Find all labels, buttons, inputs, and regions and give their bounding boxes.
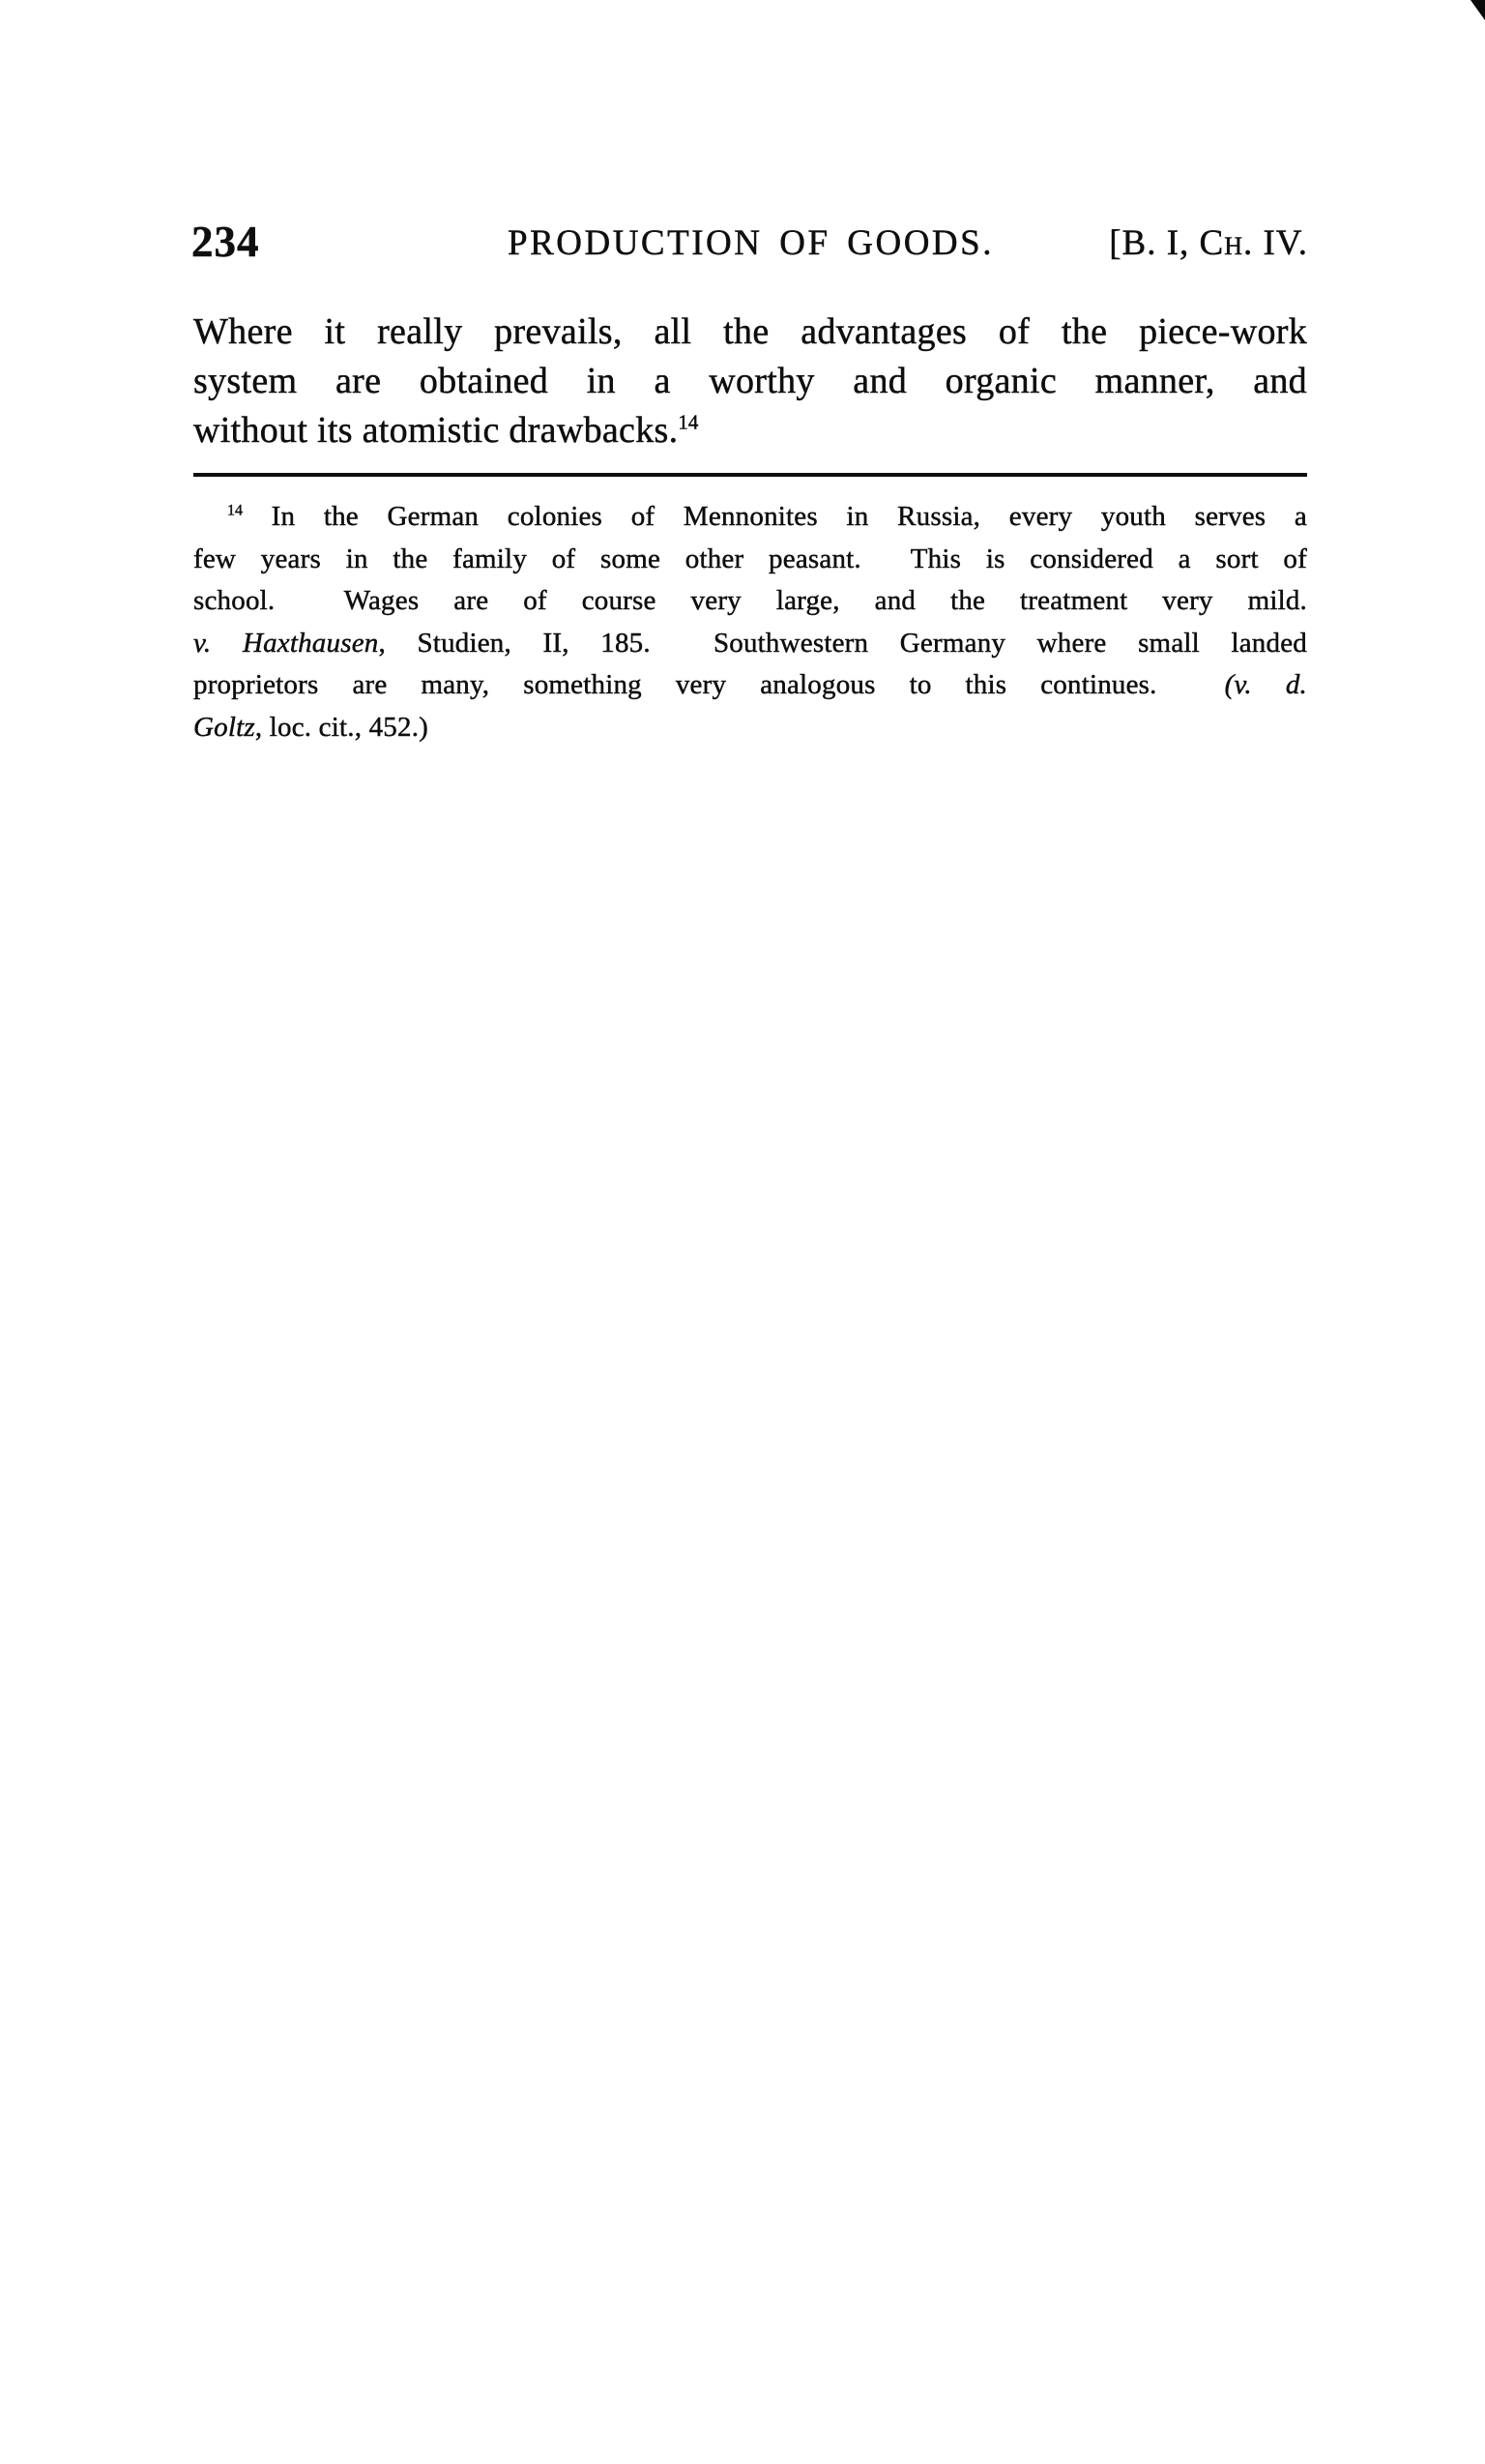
footnote-line-4: v. Haxthausen, Studien, II, 185. Southwestern Germany where small landed bbox=[193, 627, 1307, 659]
running-header bbox=[191, 218, 1308, 277]
footnote-line-2: few years in the family of some other peasant. This is considered a sort of bbox=[193, 543, 1307, 574]
footnote-line-3: school. Wages are of course very large, and the treatment very mild. bbox=[193, 585, 1307, 616]
footnote-line-1: $^{14}$ In the German colonies of Mennonites in Russia, every youth serves a bbox=[227, 501, 1307, 532]
footnote bbox=[193, 496, 1307, 748]
page-number: 234 bbox=[191, 218, 260, 266]
paragraph-line-1: Where it really prevails, all the advantages of the piece-work bbox=[193, 311, 1307, 352]
chapter-reference: [B. I, Ch. IV. bbox=[1109, 223, 1308, 263]
paragraph-line-3: without its atomistic drawbacks.$^{14}$ bbox=[193, 410, 699, 451]
footnote-separator-rule bbox=[193, 473, 1307, 477]
running-title: PRODUCTION OF GOODS. bbox=[508, 223, 994, 263]
paragraph-line-2: system are obtained in a worthy and organic manner, and bbox=[193, 361, 1307, 401]
footnote-line-6: Goltz, loc. cit., 452.) bbox=[193, 711, 429, 743]
main-paragraph bbox=[193, 308, 1307, 455]
footnote-line-5: proprietors are many, something very analogous to this continues. (v. d. bbox=[193, 669, 1307, 700]
scan-artifact-corner bbox=[1470, 0, 1485, 20]
